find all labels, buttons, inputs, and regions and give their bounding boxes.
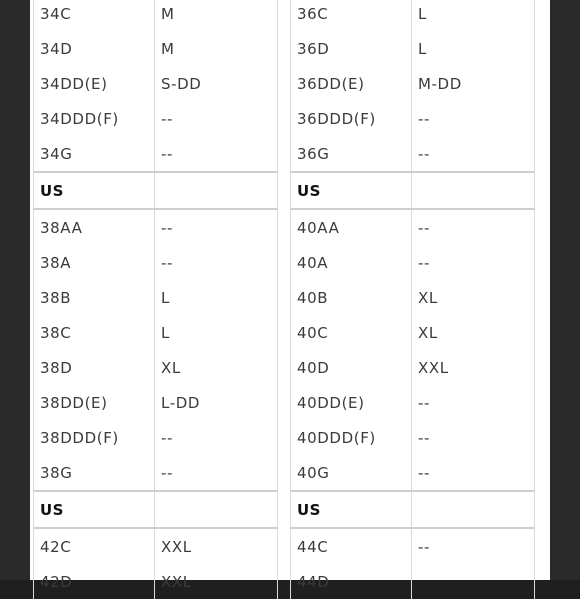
table-row bbox=[33, 280, 278, 315]
table-row bbox=[290, 245, 535, 280]
table-row bbox=[33, 315, 278, 350]
us-size-cell: 42D bbox=[34, 564, 155, 599]
right-dark-margin bbox=[550, 0, 580, 580]
table-row bbox=[33, 385, 278, 420]
us-size-cell: 40G bbox=[291, 455, 412, 490]
size-cell: -- bbox=[161, 109, 174, 128]
table-row bbox=[290, 420, 535, 455]
size-cell: XXL bbox=[161, 537, 192, 556]
table-row bbox=[290, 31, 535, 66]
table-row bbox=[290, 564, 535, 599]
size-cell: -- bbox=[161, 463, 174, 482]
size-cell: -- bbox=[418, 144, 431, 163]
table-row bbox=[33, 101, 278, 136]
us-header-label: US bbox=[291, 492, 412, 527]
size-header-label bbox=[155, 492, 277, 527]
us-size-cell: 34G bbox=[34, 136, 155, 171]
size-cell bbox=[412, 564, 534, 599]
size-cell: -- bbox=[161, 218, 174, 237]
table-row bbox=[33, 136, 278, 171]
us-size-cell: 44D bbox=[291, 564, 412, 599]
size-cell: L bbox=[161, 323, 170, 342]
us-header-label: US bbox=[34, 492, 155, 527]
size-header-label bbox=[412, 173, 534, 208]
table-row bbox=[290, 529, 535, 564]
us-size-cell: 38DD(E) bbox=[34, 385, 155, 420]
size-cell: XXL bbox=[418, 358, 449, 377]
size-cell: L bbox=[418, 4, 427, 23]
us-size-cell: 34D bbox=[34, 31, 155, 66]
table-row bbox=[33, 66, 278, 101]
size-header-label bbox=[155, 173, 277, 208]
us-size-cell: 40D bbox=[291, 350, 412, 385]
table-row bbox=[290, 350, 535, 385]
us-size-cell: 40B bbox=[291, 280, 412, 315]
size-cell: -- bbox=[161, 428, 174, 447]
us-size-cell: 40DD(E) bbox=[291, 385, 412, 420]
table-row bbox=[33, 0, 278, 31]
table-row bbox=[33, 455, 278, 490]
table-row bbox=[290, 66, 535, 101]
table-row bbox=[33, 350, 278, 385]
size-cell: XL bbox=[161, 358, 181, 377]
size-cell: XL bbox=[418, 323, 438, 342]
us-size-cell: 34DDD(F) bbox=[34, 101, 155, 136]
us-size-cell: 36DDD(F) bbox=[291, 101, 412, 136]
us-size-cell: 38A bbox=[34, 245, 155, 280]
us-size-cell: 40AA bbox=[291, 210, 412, 245]
size-cell: XL bbox=[418, 288, 438, 307]
size-cell: L bbox=[161, 288, 170, 307]
table-row bbox=[290, 0, 535, 31]
us-size-cell: 38G bbox=[34, 455, 155, 490]
us-header-label: US bbox=[34, 173, 155, 208]
size-cell: S-DD bbox=[161, 74, 202, 93]
us-size-cell: 36C bbox=[291, 0, 412, 31]
table-row bbox=[33, 31, 278, 66]
size-cell: -- bbox=[418, 393, 431, 412]
table-row bbox=[290, 210, 535, 245]
size-cell: L bbox=[418, 39, 427, 58]
size-cell: M-DD bbox=[418, 74, 462, 93]
size-cell: L-DD bbox=[161, 393, 201, 412]
size-cell: -- bbox=[418, 253, 431, 272]
us-size-cell: 40DDD(F) bbox=[291, 420, 412, 455]
table-row bbox=[33, 210, 278, 245]
size-cell: -- bbox=[418, 428, 431, 447]
size-cell: -- bbox=[418, 537, 431, 556]
table-header-row bbox=[290, 490, 535, 529]
table-header-row bbox=[33, 171, 278, 210]
size-cell: -- bbox=[418, 109, 431, 128]
table-row bbox=[33, 420, 278, 455]
table-row bbox=[290, 101, 535, 136]
us-size-cell: 36D bbox=[291, 31, 412, 66]
us-size-cell: 34C bbox=[34, 0, 155, 31]
us-size-cell: 40A bbox=[291, 245, 412, 280]
us-size-cell: 38DDD(F) bbox=[34, 420, 155, 455]
table-row bbox=[33, 245, 278, 280]
us-size-cell: 38C bbox=[34, 315, 155, 350]
us-size-cell: 38D bbox=[34, 350, 155, 385]
size-cell: -- bbox=[161, 253, 174, 272]
us-size-cell: 38B bbox=[34, 280, 155, 315]
table-row bbox=[290, 280, 535, 315]
table-row bbox=[33, 529, 278, 564]
left-dark-margin bbox=[0, 0, 30, 580]
size-cell: -- bbox=[418, 218, 431, 237]
us-size-cell: 42C bbox=[34, 529, 155, 564]
table-header-row bbox=[290, 171, 535, 210]
size-table-right bbox=[290, 0, 535, 599]
size-table-left bbox=[33, 0, 278, 599]
size-cell: -- bbox=[418, 463, 431, 482]
size-header-label bbox=[412, 492, 534, 527]
size-cell: XXL bbox=[161, 572, 192, 591]
table-row bbox=[290, 136, 535, 171]
table-row bbox=[33, 564, 278, 599]
us-header-label: US bbox=[291, 173, 412, 208]
us-size-cell: 34DD(E) bbox=[34, 66, 155, 101]
table-row bbox=[290, 385, 535, 420]
us-size-cell: 44C bbox=[291, 529, 412, 564]
size-chart-page bbox=[30, 0, 550, 591]
us-size-cell: 36DD(E) bbox=[291, 66, 412, 101]
table-row bbox=[290, 455, 535, 490]
size-cell: -- bbox=[161, 144, 174, 163]
us-size-cell: 36G bbox=[291, 136, 412, 171]
table-row bbox=[290, 315, 535, 350]
size-cell: M bbox=[161, 4, 175, 23]
table-header-row bbox=[33, 490, 278, 529]
us-size-cell: 38AA bbox=[34, 210, 155, 245]
size-cell: M bbox=[161, 39, 175, 58]
us-size-cell: 40C bbox=[291, 315, 412, 350]
